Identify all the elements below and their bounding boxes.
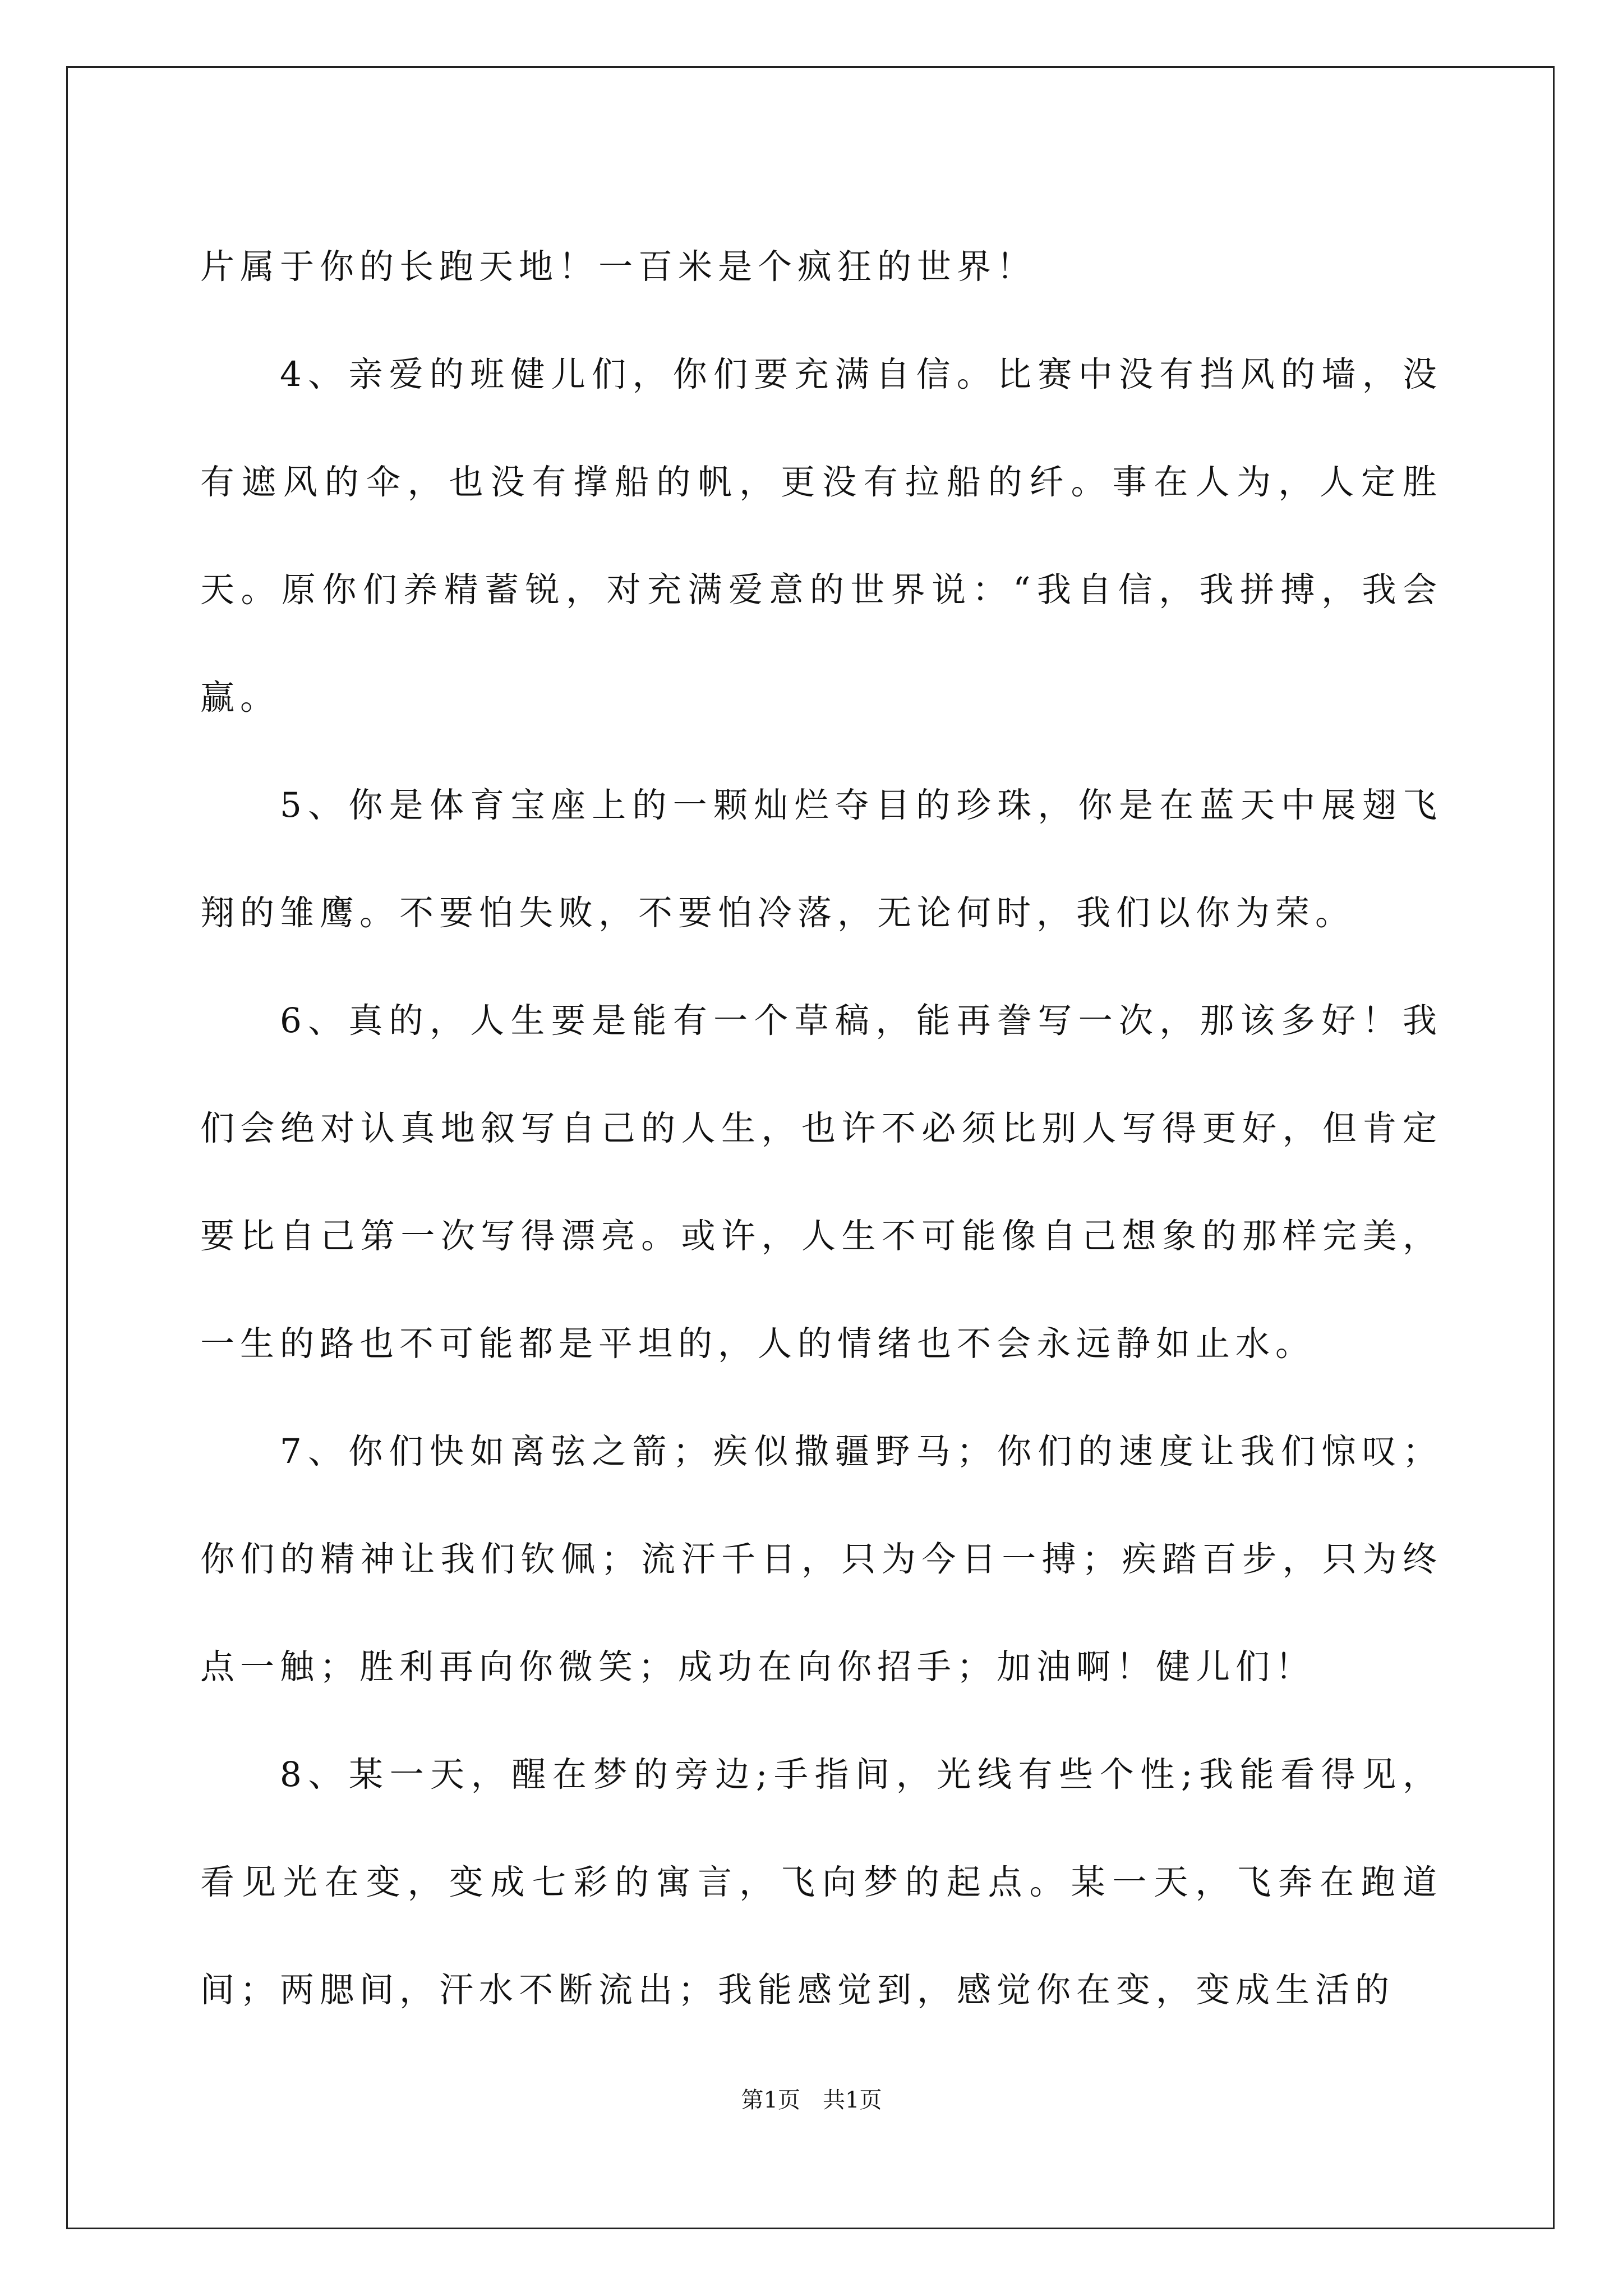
paragraph-6: 8、某一天，醒在梦的旁边;手指间，光线有些个性;我能看得见，看见光在变，变成七彩的寓言，飞向梦的起点。某一天，飞奔在跑道间；两腮间，汗水不断流出；我能感觉到，感觉你在变，变成生活的: [200, 1755, 1442, 2010]
document-body: [200, 213, 1442, 2044]
page-number: 第1页: [741, 2087, 800, 2113]
page-footer: [0, 2082, 1623, 2114]
page-total: 共1页: [823, 2087, 882, 2113]
paragraph-5: 7、你们快如离弦之箭；疾似撒疆野马；你们的速度让我们惊叹；你们的精神让我们钦佩；流汗千日，只为今日一搏；疾踏百步，只为终点一触；胜利再向你微笑；成功在向你招手；加油啊！健儿们！: [200, 1432, 1442, 1687]
paragraph-4: 6、真的，人生要是能有一个草稿，能再誊写一次，那该多好！我们会绝对认真地叙写自己的人生，也许不必须比别人写得更好，但肯定要比自己第一次写得漂亮。或许，人生不可能像自己想象的那样完美，一生的路也不可能都是平坦的，人的情绪也不会永远静如止水。: [200, 1001, 1442, 1364]
paragraph-2: 4、亲爱的班健儿们，你们要充满自信。比赛中没有挡风的墙，没有遮风的伞，也没有撑船的帆，更没有拉船的纤。事在人为，人定胜天。原你们养精蓄锐，对充满爱意的世界说：“我自信，我拼搏，我会赢。: [200, 355, 1442, 717]
paragraph-1: 片属于你的长跑天地！一百米是个疯狂的世界！: [200, 247, 1037, 287]
paragraph-3: 5、你是体育宝座上的一颗灿烂夺目的珍珠，你是在蓝天中展翅飞翔的雏鹰。不要怕失败，不要怕冷落，无论何时，我们以你为荣。: [200, 785, 1442, 933]
